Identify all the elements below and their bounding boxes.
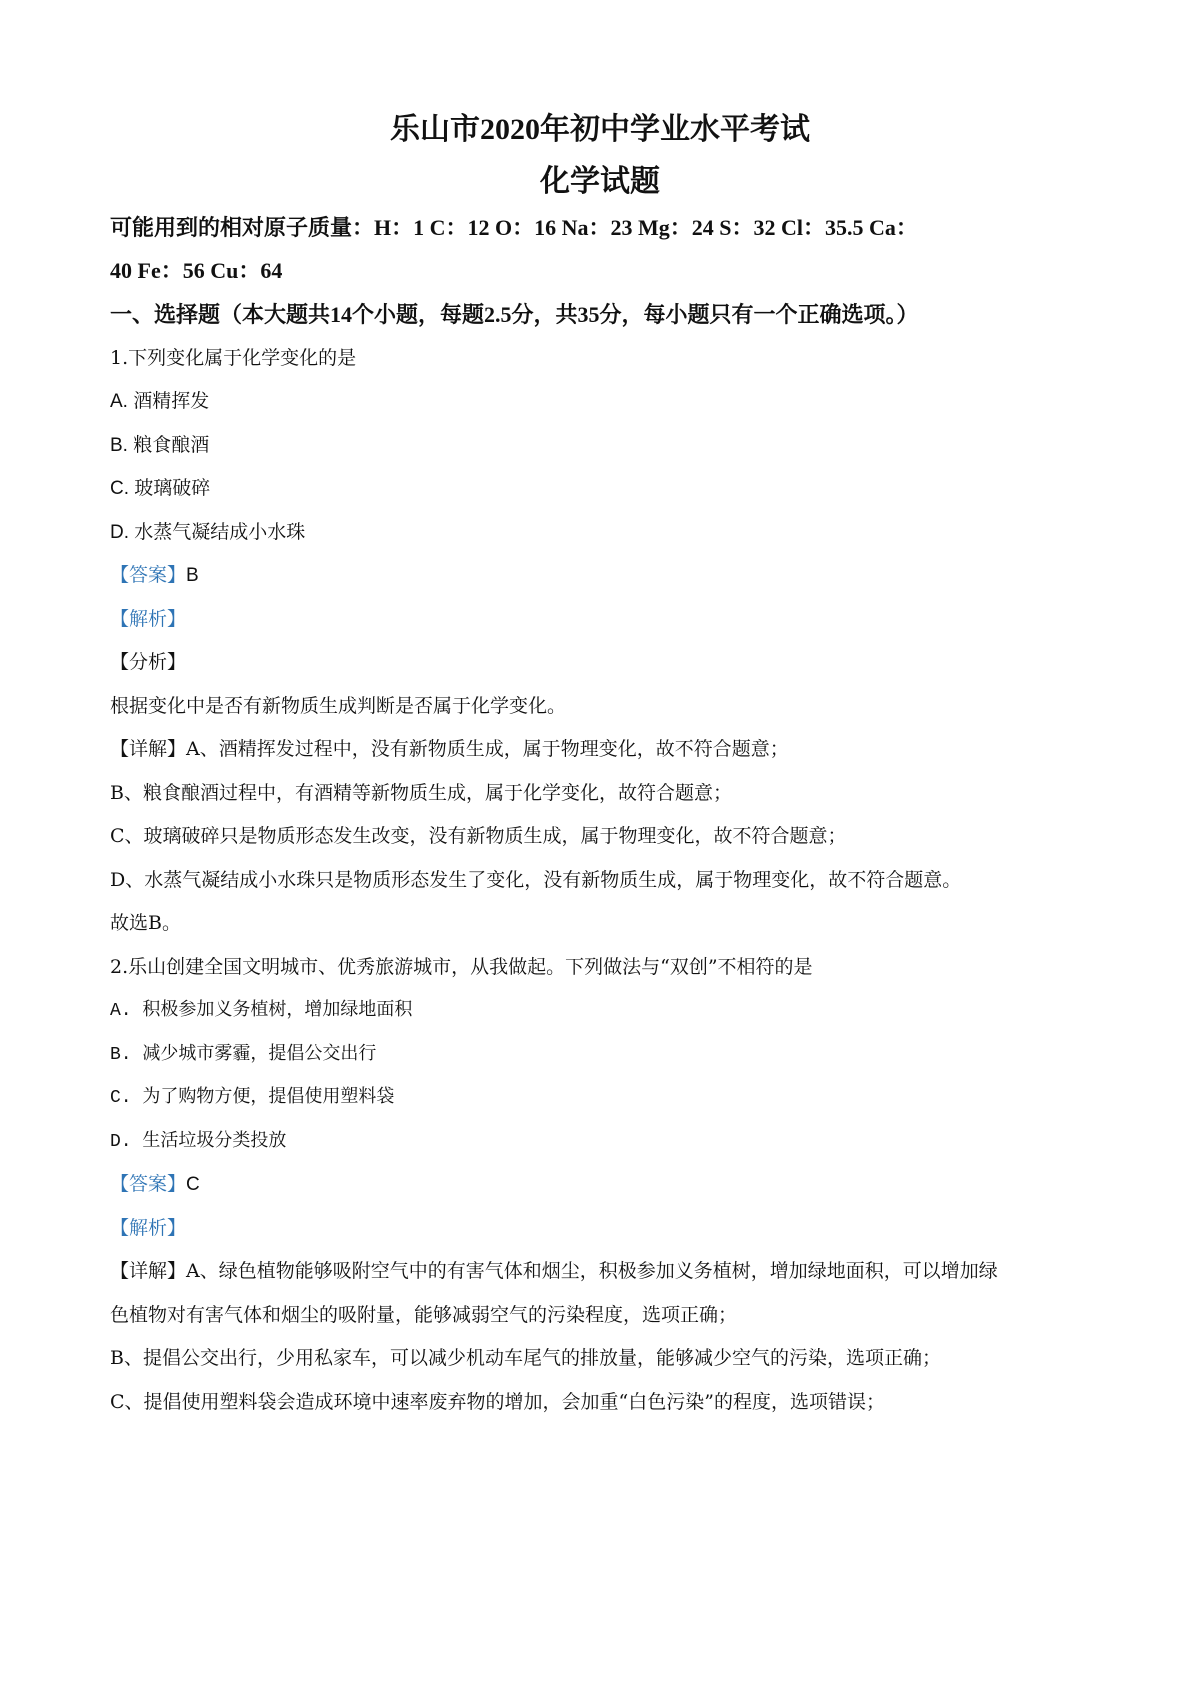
question-1-option-b: B. 粮食酿酒 [110,435,210,456]
detail-label: 【详解】 [110,738,187,760]
option-text: D. 生活垃圾分类投放 [110,1132,287,1152]
question-1-option-c: C. 玻璃破碎 [110,478,211,499]
question-2-option-c [110,1082,394,1108]
option-text: C. 为了购物方便，提倡使用塑料袋 [110,1088,395,1108]
question-1-option-a: A. 酒精挥发 [110,391,210,412]
question-1-conclusion: 故选B。 [110,912,181,934]
question-1-detail-line-2: B、粮食酿酒过程中，有酒精等新物质生成，属于化学变化，故符合题意； [110,782,732,804]
question-1-analysis-label: 【解析】 [110,608,187,630]
atomic-mass-line-1: 可能用到的相对原子质量：H：1 C：12 O：16 Na：23 Mg：24 S：32 Cl：35.5 Ca： [110,215,918,240]
question-1-detail-line-1 [110,734,789,761]
question-1-answer [110,560,199,587]
atomic-mass-line-2: 40 Fe：56 Cu：64 [110,258,283,283]
detail-text: A、酒精挥发过程中，没有新物质生成，属于物理变化，故不符合题意； [186,738,789,760]
question-1-detail-line-3: C、玻璃破碎只是物质形态发生改变，没有新物质生成，属于物理变化，故不符合题意； [110,825,847,847]
answer-value: B [186,565,199,586]
section-heading: 一、选择题（本大题共14个小题，每题2.5分，共35分，每小题只有一个正确选项。） [110,302,919,327]
detail-label: 【详解】 [110,1260,187,1282]
question-1-fenxi-label: 【分析】 [110,651,187,673]
question-2-analysis-label: 【解析】 [110,1217,187,1239]
question-2-option-b [110,1039,376,1065]
question-2-option-a [110,995,412,1021]
exam-subtitle: 化学试题 [540,165,660,198]
question-1-option-d: D. 水蒸气凝结成小水珠 [110,522,306,543]
answer-value: C [186,1174,200,1195]
question-2-detail-line-1 [110,1256,998,1283]
exam-title: 乐山市2020年初中学业水平考试 [390,113,810,146]
detail-text: A、绿色植物能够吸附空气中的有害气体和烟尘，积极参加义务植树，增加绿地面积，可以增加绿 [186,1260,998,1282]
question-1-fenxi-text: 根据变化中是否有新物质生成判断是否属于化学变化。 [110,695,567,717]
question-2-answer [110,1169,200,1196]
question-1-stem: 1.下列变化属于化学变化的是 [110,347,357,369]
answer-label: 【答案】 [110,1173,187,1195]
question-1-detail-line-4: D、水蒸气凝结成小水珠只是物质形态发生了变化，没有新物质生成，属于物理变化，故不符合题意。 [110,869,962,891]
question-2-stem: 2.乐山创建全国文明城市、优秀旅游城市，从我做起。下列做法与“双创”不相符的是 [110,956,813,978]
question-2-detail-line-3: B、提倡公交出行，少用私家车，可以减少机动车尾气的排放量，能够减少空气的污染，选项正确； [110,1347,941,1369]
option-text: B. 减少城市雾霾，提倡公交出行 [110,1045,377,1065]
answer-label: 【答案】 [110,564,187,586]
option-text: A. 积极参加义务植树，增加绿地面积 [110,1001,413,1021]
question-2-detail-line-2: 色植物对有害气体和烟尘的吸附量，能够减弱空气的污染程度，选项正确； [110,1304,738,1326]
question-2-option-d [110,1126,286,1152]
question-2-detail-line-4: C、提倡使用塑料袋会造成环境中速率废弃物的增加，会加重“白色污染”的程度，选项错误； [110,1391,885,1413]
